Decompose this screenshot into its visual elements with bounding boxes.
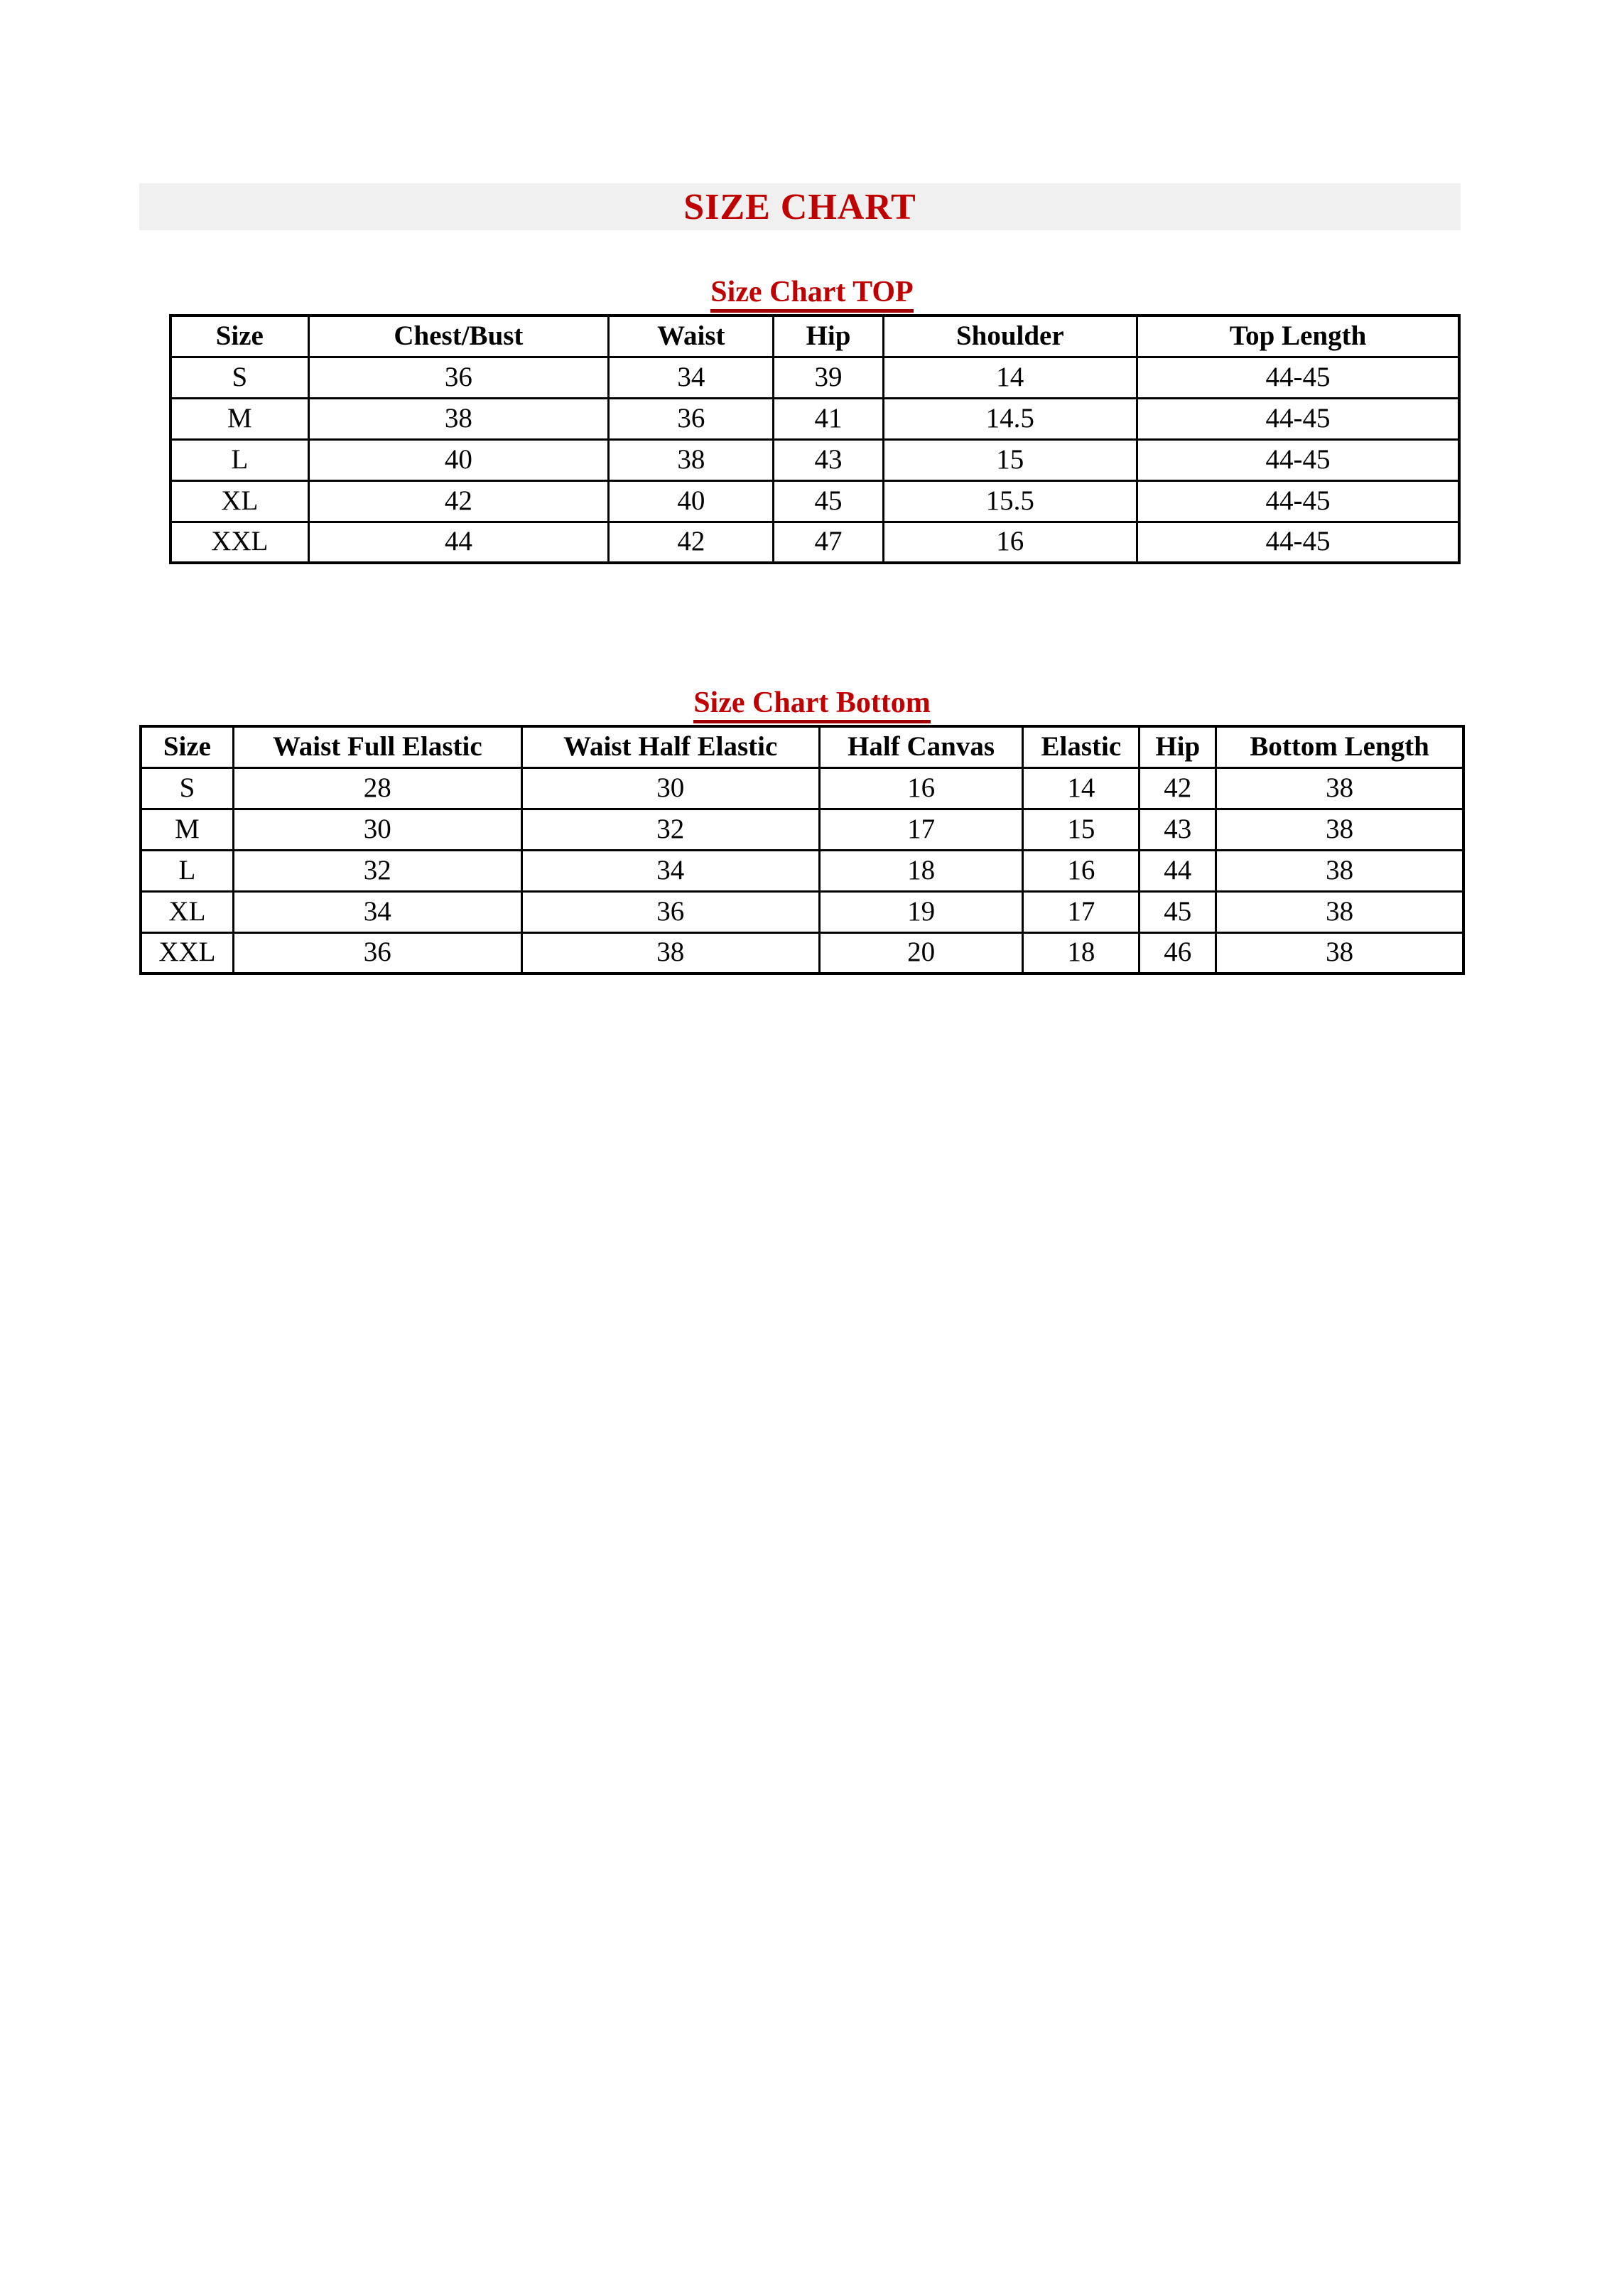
measurement-cell: 30	[521, 767, 819, 809]
measurement-cell: 38	[609, 439, 774, 480]
column-header: Waist	[609, 316, 774, 357]
measurement-cell: 36	[308, 357, 609, 398]
section-heading-bottom-label: Size Chart Bottom	[693, 688, 931, 723]
measurement-cell: 34	[233, 891, 521, 932]
measurement-cell: 38	[1216, 850, 1463, 891]
measurement-cell: 44	[1139, 850, 1216, 891]
size-label-cell: S	[141, 767, 233, 809]
measurement-cell: 41	[774, 398, 883, 439]
measurement-cell: 43	[774, 439, 883, 480]
section-heading-top-label: Size Chart TOP	[710, 277, 913, 313]
measurement-cell: 42	[609, 522, 774, 563]
measurement-cell: 14.5	[883, 398, 1137, 439]
measurement-cell: 44-45	[1137, 480, 1459, 522]
size-label-cell: XL	[141, 891, 233, 932]
measurement-cell: 34	[609, 357, 774, 398]
column-header: Half Canvas	[819, 726, 1023, 767]
size-chart-bottom-table	[139, 725, 1465, 975]
size-chart-top-header	[170, 316, 1459, 357]
size-label-cell: L	[141, 850, 233, 891]
measurement-cell: 38	[1216, 767, 1463, 809]
measurement-cell: 14	[883, 357, 1137, 398]
size-chart-bottom-header	[141, 726, 1463, 767]
size-label-cell: XXL	[170, 522, 308, 563]
measurement-cell: 18	[819, 850, 1023, 891]
size-label-cell: M	[170, 398, 308, 439]
page-title: SIZE CHART	[683, 186, 916, 227]
measurement-cell: 44-45	[1137, 398, 1459, 439]
table-row	[141, 891, 1463, 932]
size-chart-bottom-body	[141, 767, 1463, 974]
header-row	[141, 726, 1463, 767]
measurement-cell: 19	[819, 891, 1023, 932]
measurement-cell: 36	[609, 398, 774, 439]
table-row	[170, 357, 1459, 398]
measurement-cell: 46	[1139, 932, 1216, 974]
measurement-cell: 15	[1023, 809, 1139, 850]
column-header: Top Length	[1137, 316, 1459, 357]
measurement-cell: 14	[1023, 767, 1139, 809]
measurement-cell: 36	[233, 932, 521, 974]
section-heading-bottom	[0, 688, 1624, 723]
measurement-cell: 15	[883, 439, 1137, 480]
measurement-cell: 44-45	[1137, 439, 1459, 480]
column-header: Shoulder	[883, 316, 1137, 357]
measurement-cell: 38	[308, 398, 609, 439]
title-bar	[139, 183, 1461, 230]
size-label-cell: M	[141, 809, 233, 850]
column-header: Size	[170, 316, 308, 357]
measurement-cell: 17	[1023, 891, 1139, 932]
size-label-cell: XXL	[141, 932, 233, 974]
measurement-cell: 45	[774, 480, 883, 522]
header-row	[170, 316, 1459, 357]
measurement-cell: 44-45	[1137, 357, 1459, 398]
measurement-cell: 32	[233, 850, 521, 891]
measurement-cell: 40	[308, 439, 609, 480]
measurement-cell: 17	[819, 809, 1023, 850]
measurement-cell: 43	[1139, 809, 1216, 850]
measurement-cell: 45	[1139, 891, 1216, 932]
table-row	[141, 767, 1463, 809]
measurement-cell: 36	[521, 891, 819, 932]
size-label-cell: XL	[170, 480, 308, 522]
column-header: Waist Half Elastic	[521, 726, 819, 767]
measurement-cell: 18	[1023, 932, 1139, 974]
measurement-cell: 47	[774, 522, 883, 563]
measurement-cell: 38	[1216, 891, 1463, 932]
measurement-cell: 16	[883, 522, 1137, 563]
column-header: Bottom Length	[1216, 726, 1463, 767]
measurement-cell: 38	[521, 932, 819, 974]
column-header: Hip	[1139, 726, 1216, 767]
measurement-cell: 44	[308, 522, 609, 563]
measurement-cell: 42	[308, 480, 609, 522]
measurement-cell: 34	[521, 850, 819, 891]
table-row	[170, 522, 1459, 563]
measurement-cell: 15.5	[883, 480, 1137, 522]
measurement-cell: 39	[774, 357, 883, 398]
column-header: Chest/Bust	[308, 316, 609, 357]
measurement-cell: 16	[1023, 850, 1139, 891]
table-row	[141, 932, 1463, 974]
table-row	[141, 850, 1463, 891]
size-label-cell: S	[170, 357, 308, 398]
size-chart-top-body	[170, 357, 1459, 563]
measurement-cell: 16	[819, 767, 1023, 809]
measurement-cell: 40	[609, 480, 774, 522]
table-row	[141, 809, 1463, 850]
size-chart-top-table	[169, 314, 1461, 564]
measurement-cell: 42	[1139, 767, 1216, 809]
measurement-cell: 38	[1216, 932, 1463, 974]
column-header: Hip	[774, 316, 883, 357]
measurement-cell: 30	[233, 809, 521, 850]
section-heading-top	[0, 277, 1624, 313]
measurement-cell: 32	[521, 809, 819, 850]
measurement-cell: 28	[233, 767, 521, 809]
table-row	[170, 398, 1459, 439]
column-header: Elastic	[1023, 726, 1139, 767]
measurement-cell: 38	[1216, 809, 1463, 850]
size-label-cell: L	[170, 439, 308, 480]
table-row	[170, 480, 1459, 522]
column-header: Size	[141, 726, 233, 767]
measurement-cell: 44-45	[1137, 522, 1459, 563]
table-row	[170, 439, 1459, 480]
measurement-cell: 20	[819, 932, 1023, 974]
column-header: Waist Full Elastic	[233, 726, 521, 767]
